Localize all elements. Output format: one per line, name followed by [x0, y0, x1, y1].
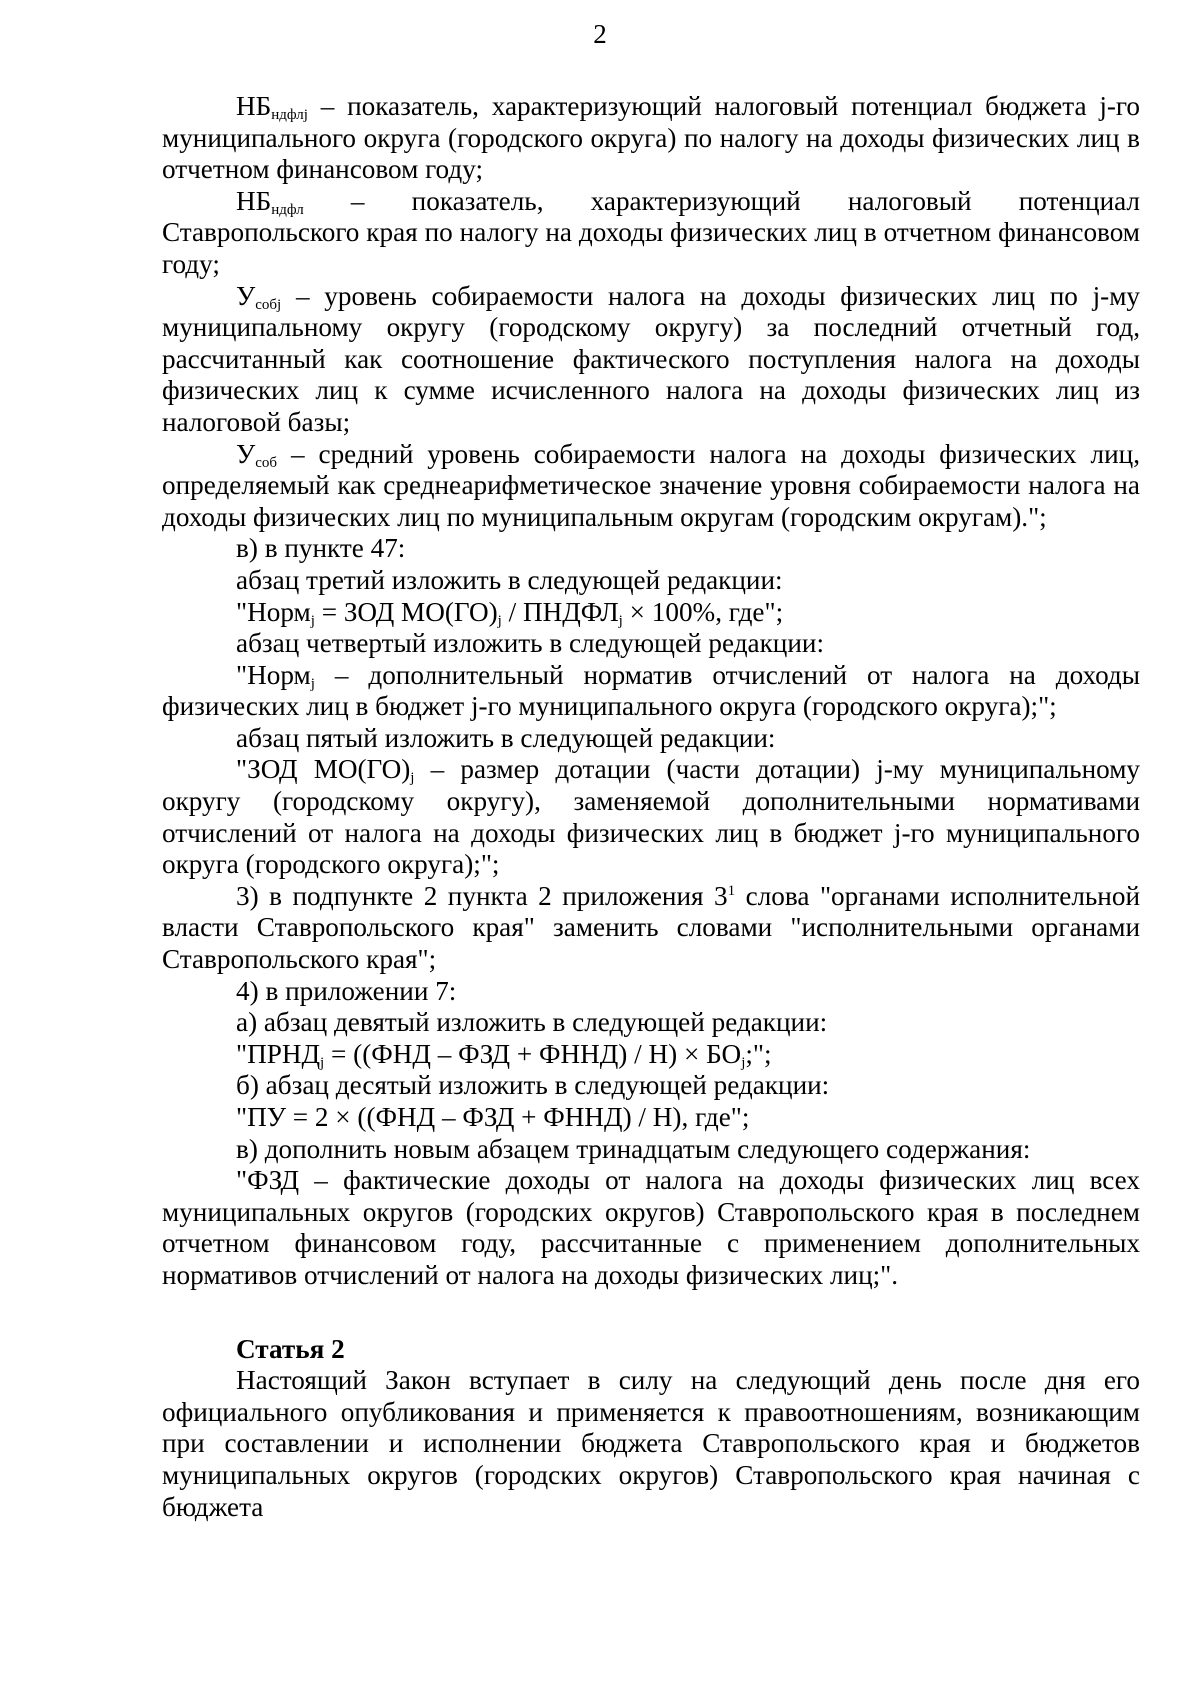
definition-text: – уровень собираемости налога на доходы физических лиц по j-му муниципальному округу (городскому округу) за последний отчетный год, рассчитанный как соотношение фактического поступления налога на доходы физических лиц к сумме исчисленного налога на доходы физических лиц из налоговой базы; — [162, 280, 1140, 437]
item-text: слова "органами исполнительной власти Ставропольского края" заменить словами "исполнительными органами Ставропольского края"; — [162, 880, 1141, 975]
definition-text: – показатель, характеризующий налоговый потенциал Ставропольского края по налогу на доходы физических лиц в отчетном финансовом году; — [162, 185, 1140, 279]
item-4a: а) абзац девятый изложить в следующей редакции: — [236, 1007, 828, 1038]
definition-nb-ndflj — [162, 91, 1140, 186]
item-4: 4) в приложении 7: — [236, 975, 457, 1006]
symbol: "ЗОД МО(ГО) — [236, 754, 411, 785]
subscript: j — [310, 675, 315, 692]
formula-part: = ((ФНД – ФЗД + ФННД) / Н) × БО — [324, 1038, 742, 1069]
document-body — [162, 91, 1140, 1523]
formula-pu: "ПУ = 2 × ((ФНД – ФЗД + ФННД) / Н), где"; — [236, 1102, 750, 1132]
definition-usobj — [162, 281, 1140, 439]
subscript: j — [618, 612, 623, 629]
formula-part: = ЗОД МО(ГО) — [314, 596, 498, 627]
article-2-text: Настоящий Закон вступает в силу на следующий день после дня его официального опубликования и применяется к правоотношениям, возникающим при составлении и исполнении бюджета Ставропольского края и бюджетов муниципальных округов (городских округов) Ставропольского края начиная с бюджета — [162, 1365, 1140, 1522]
item-4b: б) абзац десятый изложить в следующей редакции: — [236, 1070, 830, 1101]
definition-text: – дополнительный норматив отчислений от налога на доходы физических лиц в бюджет j-го муниципального округа (городского округа);"; — [162, 659, 1140, 722]
subscript: ндфлj — [271, 107, 308, 123]
definition-text: – размер дотации (части дотации) j-му муниципальному округу (городскому округу), заменяемой дополнительными нормативами отчислений от налога на доходы физических лиц в бюджет j-го муниципального округа (городского округа);"; — [162, 754, 1140, 880]
definition-usob — [162, 439, 1140, 534]
subscript: j — [310, 612, 315, 629]
definition-text: – средний уровень собираемости налога на доходы физических лиц, определяемый как среднеарифметическое значение уровня собираемости налога на доходы физических лиц по муниципальным округам (городским округам)."; — [162, 438, 1140, 532]
symbol: НБ — [236, 91, 272, 121]
item-3 — [162, 881, 1140, 976]
article-2-heading: Статья 2 — [236, 1333, 345, 1364]
definition-normj — [162, 660, 1140, 723]
definition-zod — [162, 754, 1140, 880]
item-v-punkt-47: в) в пункте 47: — [236, 533, 406, 564]
definition-nb-ndfl — [162, 186, 1140, 281]
formula-prnd — [162, 1039, 1140, 1071]
symbol: У — [236, 280, 256, 311]
subscript: j — [741, 1054, 746, 1071]
subscript: j — [410, 770, 415, 787]
formula-part: "Норм — [236, 596, 311, 627]
subscript: соб — [255, 454, 278, 471]
formula-norm — [162, 597, 1140, 629]
definition-fzd: "ФЗД – фактические доходы от налога на доходы физических лиц всех муниципальных округов (городских округов) Ставропольского края в последнем отчетном финансовом году, рассчитанные с применением дополнительных нормативов отчислений от налога на доходы физических лиц;". — [162, 1165, 1140, 1290]
symbol: У — [236, 438, 256, 469]
item-4v: в) дополнить новым абзацем тринадцатым следующего содержания: — [236, 1133, 1031, 1164]
definition-text: – показатель, характеризующий налоговый потенциал бюджета j-го муниципального округа (городского округа) по налогу на доходы физических лиц в отчетном финансовом году; — [162, 91, 1140, 185]
page-number: 2 — [593, 19, 607, 49]
subscript: собj — [255, 296, 282, 313]
symbol: НБ — [236, 185, 272, 216]
formula-part: "ПРНД — [236, 1038, 321, 1069]
subscript: ндфл — [271, 201, 304, 218]
superscript: 1 — [727, 882, 736, 899]
subscript: j — [320, 1054, 325, 1071]
item-text: 3) в подпункте 2 пункта 2 приложения 3 — [236, 880, 728, 911]
formula-part: / ПНДФЛ — [501, 596, 619, 627]
subscript: j — [497, 612, 502, 629]
abzac-3-intro: абзац третий изложить в следующей редакции: — [236, 564, 783, 595]
formula-part: ;"; — [745, 1038, 772, 1069]
abzac-4-intro: абзац четвертый изложить в следующей редакции: — [236, 628, 825, 659]
abzac-5-intro: абзац пятый изложить в следующей редакции: — [236, 722, 776, 753]
formula-part: × 100%, где"; — [622, 596, 784, 627]
symbol: "Норм — [236, 659, 311, 690]
